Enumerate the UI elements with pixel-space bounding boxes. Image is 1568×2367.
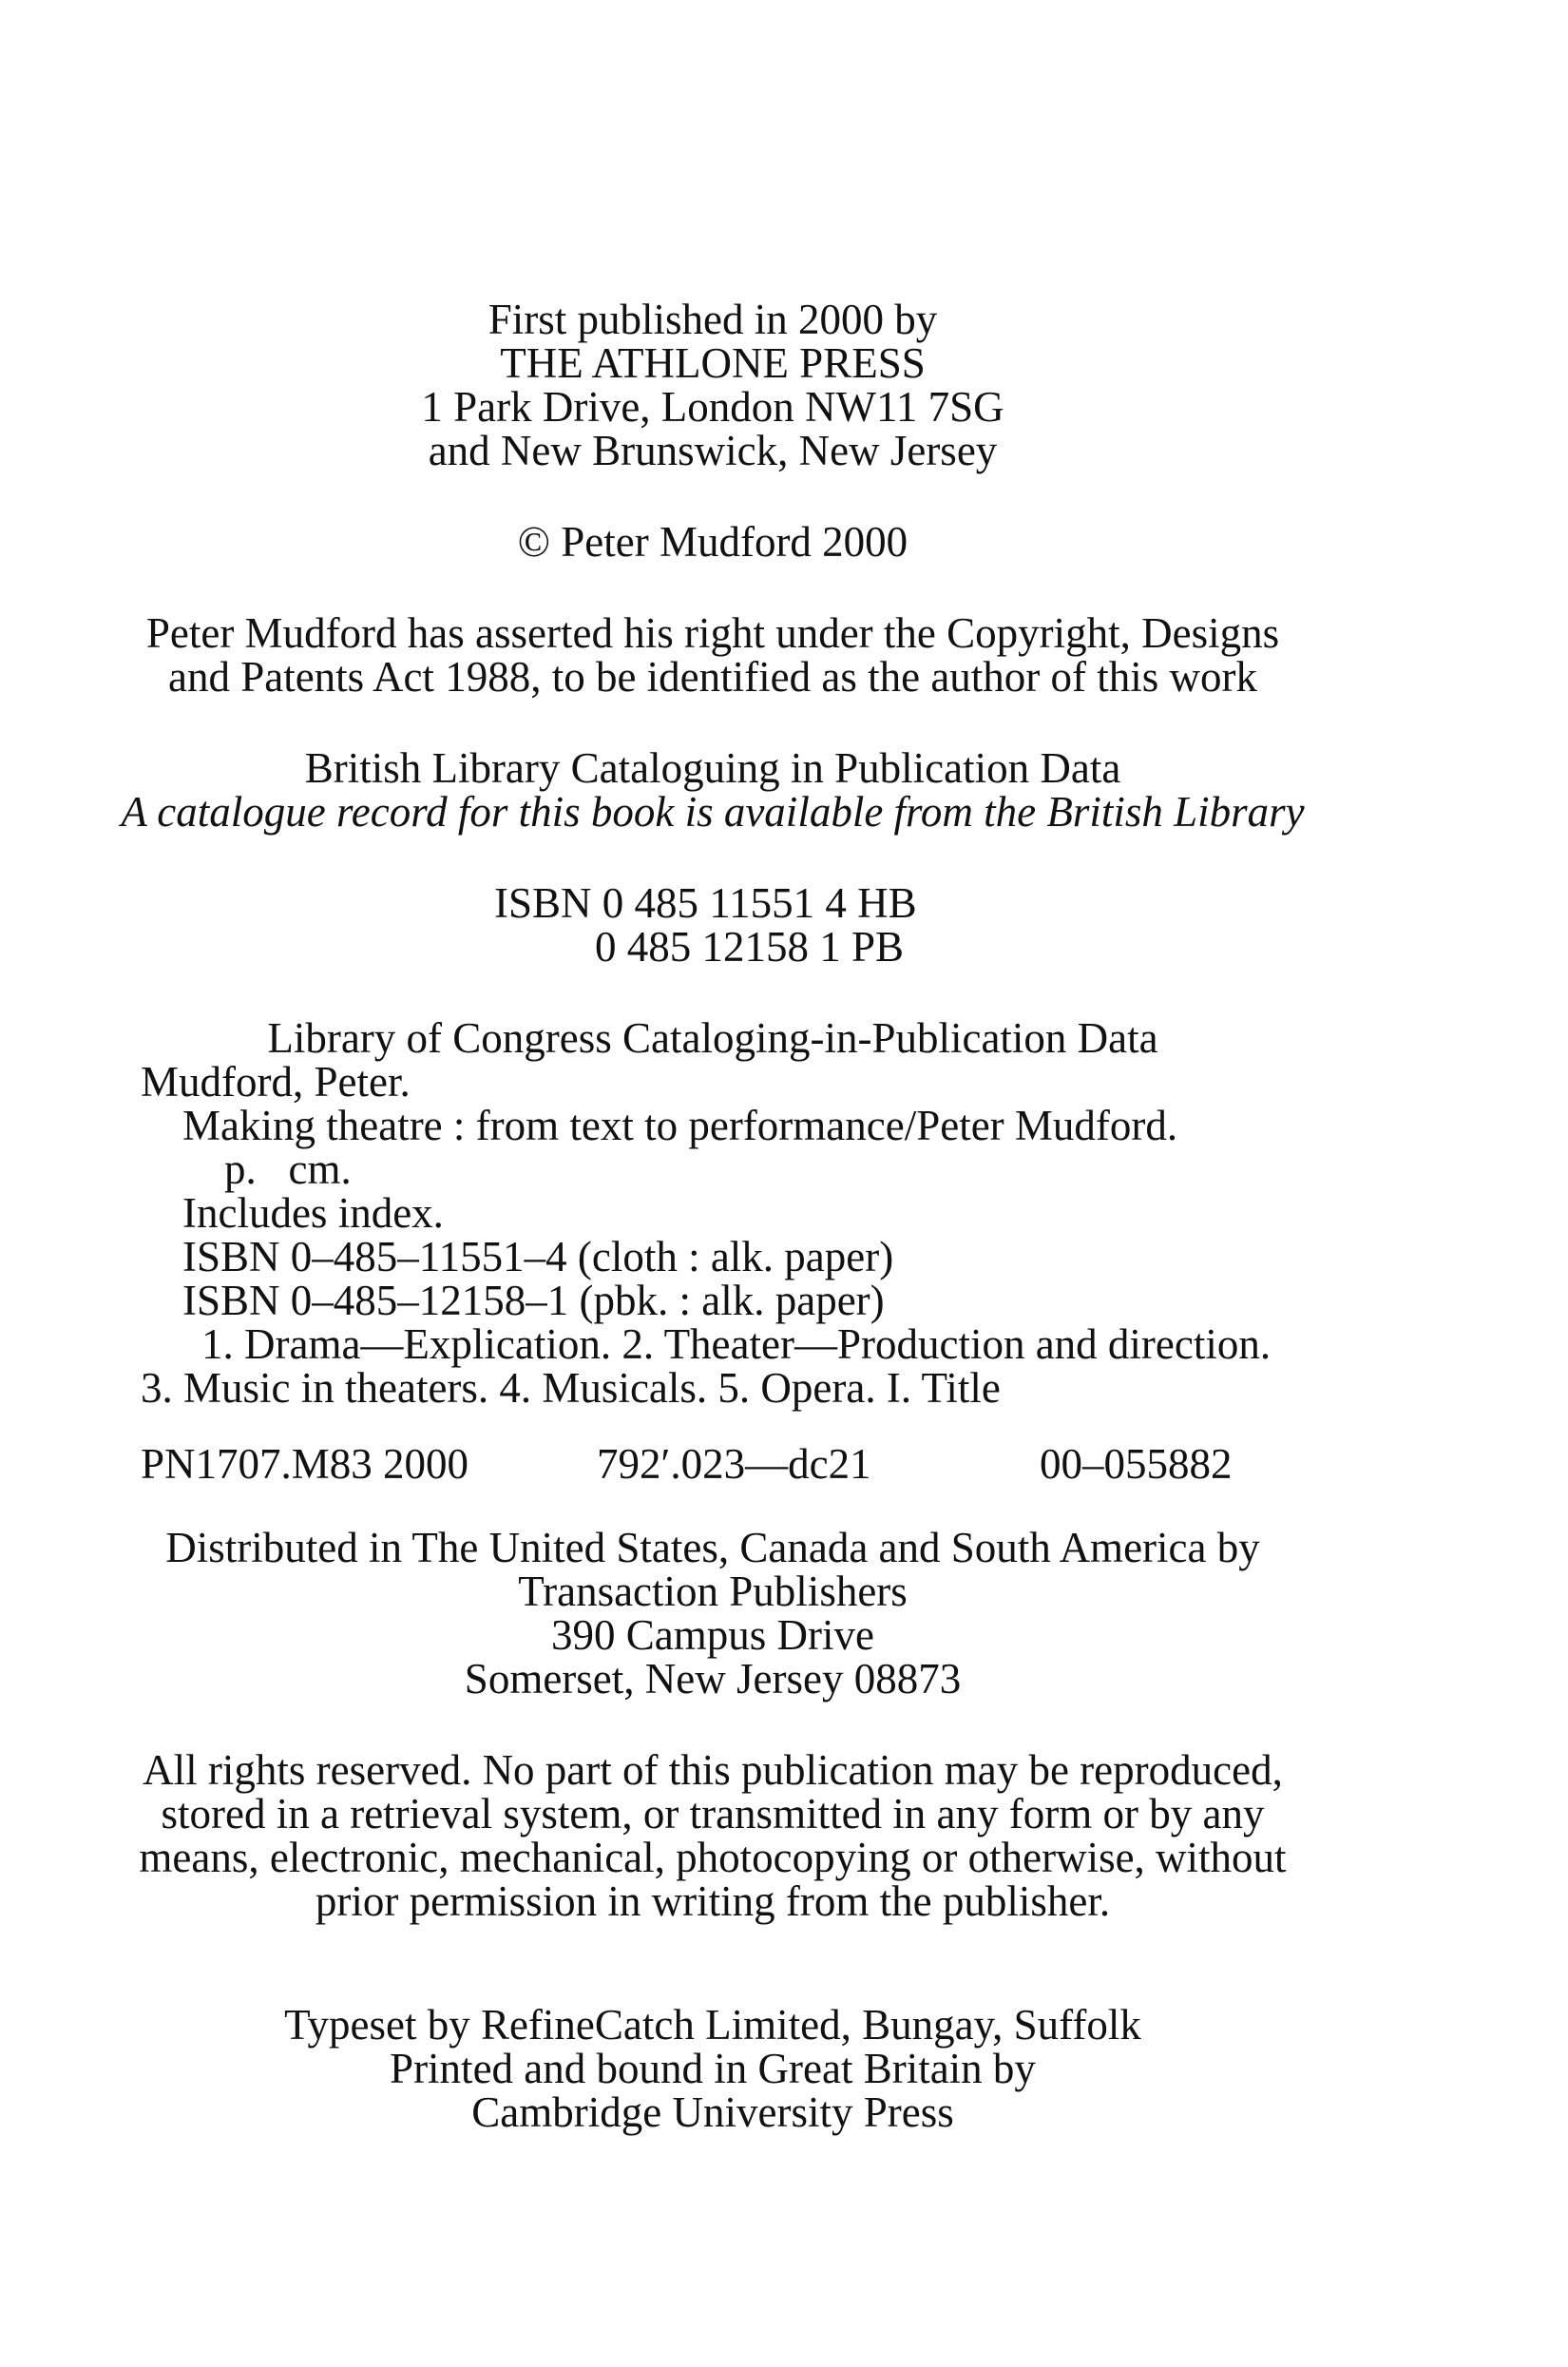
isbn-pb: 0 485 12158 1 PB (595, 923, 905, 971)
loc-pcm: p. cm. (224, 1145, 352, 1193)
all-rights-line-1: All rights reserved. No part of this publication may be reproduced, (143, 1746, 1283, 1794)
distribution-line-2: Transaction Publishers (518, 1568, 908, 1615)
loc-lccn: 00–055882 (1040, 1440, 1233, 1488)
publisher-name: THE ATHLONE PRESS (500, 339, 926, 387)
printed-line: Printed and bound in Great Britain by (390, 2045, 1036, 2092)
british-library-note: A catalogue record for this book is available from the British Library (121, 788, 1305, 836)
rights-assertion-line-2: and Patents Act 1988, to be identified as the author of this work (167, 653, 1258, 701)
british-library-heading: British Library Cataloguing in Publication Data (304, 744, 1121, 792)
loc-isbn-cloth: ISBN 0–485–11551–4 (cloth : alk. paper) (182, 1233, 894, 1280)
distribution-line-1: Distributed in The United States, Canada and South America by (165, 1524, 1260, 1571)
loc-author: Mudford, Peter. (141, 1058, 411, 1106)
isbn-hb: ISBN 0 485 11551 4 HB (494, 879, 917, 927)
publisher-location: and New Brunswick, New Jersey (428, 427, 998, 474)
rights-assertion-line-1: Peter Mudford has asserted his right under the Copyright, Designs (145, 609, 1280, 657)
loc-heading: Library of Congress Cataloging-in-Publication Data (267, 1014, 1158, 1062)
first-published-line: First published in 2000 by (488, 296, 938, 343)
loc-dewey: 792′.023—dc21 (597, 1440, 871, 1488)
publisher-address: 1 Park Drive, London NW11 7SG (421, 383, 1004, 431)
loc-isbn-pbk: ISBN 0–485–12158–1 (pbk. : alk. paper) (182, 1277, 885, 1324)
distribution-line-4: Somerset, New Jersey 08873 (464, 1655, 962, 1703)
loc-subjects-line-1: 1. Drama—Explication. 2. Theater—Production and direction. (201, 1320, 1272, 1368)
loc-includes-index: Includes index. (182, 1189, 444, 1237)
printer-name: Cambridge University Press (471, 2088, 954, 2136)
loc-call-number: PN1707.M83 2000 (141, 1440, 469, 1488)
all-rights-line-4: prior permission in writing from the publisher. (315, 1877, 1111, 1925)
all-rights-line-3: means, electronic, mechanical, photocopying or otherwise, without (139, 1834, 1287, 1881)
distribution-line-3: 390 Campus Drive (551, 1611, 874, 1659)
loc-subjects-line-2: 3. Music in theaters. 4. Musicals. 5. Opera. I. Title (141, 1364, 1001, 1412)
typeset-line: Typeset by RefineCatch Limited, Bungay, Suffolk (284, 2001, 1141, 2049)
loc-title: Making theatre : from text to performance/Peter Mudford. (182, 1102, 1178, 1149)
all-rights-line-2: stored in a retrieval system, or transmitted in any form or by any (161, 1790, 1265, 1838)
copyright-notice: © Peter Mudford 2000 (517, 518, 908, 566)
